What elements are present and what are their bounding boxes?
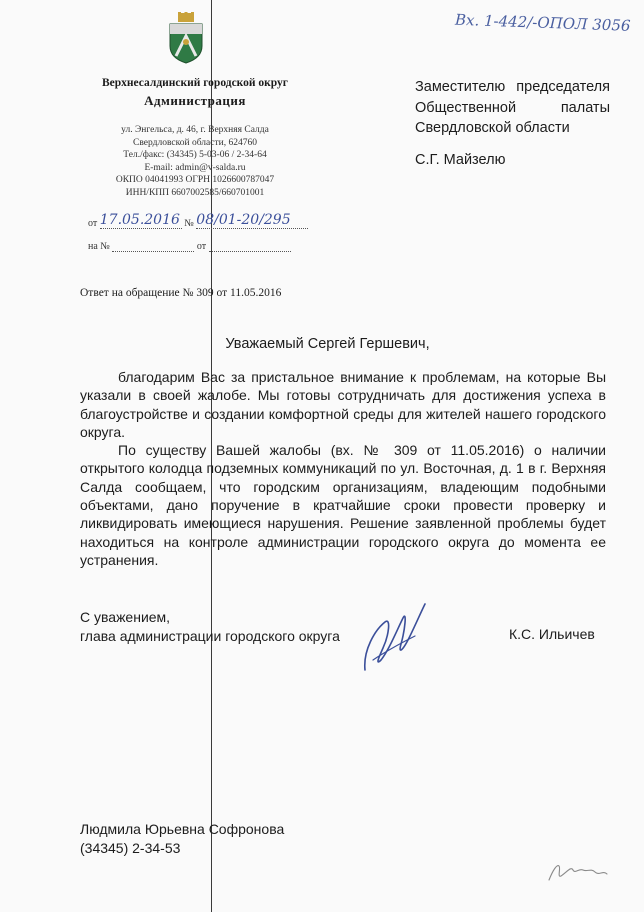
recipient-line: Свердловской области <box>415 120 570 136</box>
body-paragraph: благодарим Вас за пристальное внимание к проблемам, на которые Вы указали в своей жалобе. Мы готовы сотрудничать для достижения успеха в благоустройстве и создании комфортной среды для жителей нашего городского округа. <box>80 369 606 440</box>
handwritten-number: 08/01-20/295 <box>196 212 291 228</box>
coat-of-arms-icon <box>166 12 206 64</box>
contact-line: ИНН/КПП 6607002585/660701001 <box>125 187 265 198</box>
incoming-reference-row <box>88 240 291 252</box>
recipient-block <box>415 77 610 139</box>
letter-body <box>80 368 606 569</box>
recipient-line: Общественной <box>415 99 517 116</box>
reply-reference: Ответ на обращение № 309 от 11.05.2016 <box>80 287 282 299</box>
contact-line: Тел./факс: (34345) 5-03-06 / 2-34-64 <box>123 150 267 161</box>
handwritten-date: 17.05.2016 <box>99 212 180 228</box>
body-paragraph: По существу Вашей жалобы (вх. № 309 от 11.05.2016) о наличии открытого колодца подземных коммуникаций по ул. Восточная, д. 1 в г. Верхняя Салда сообщаем, что городским организациям, владеющим подобными объектами, дано поручение в кратчайшие сроки провести проверку и ликвидировать имеющиеся нарушения. Решение заявленной проблемы будет находиться на контроле администрации городского округа до момента ее устранения. <box>80 442 606 568</box>
ref-prefix: на № <box>88 241 110 252</box>
contact-line: Свердловской области, 624760 <box>133 137 257 148</box>
recipient-line: палаты <box>560 99 610 116</box>
from-prefix: от <box>88 218 98 229</box>
executor-phone: (34345) 2-34-53 <box>80 840 181 856</box>
outgoing-reference-row <box>88 212 308 229</box>
handwritten-initials <box>545 858 610 886</box>
recipient-line: Заместителю <box>415 79 506 95</box>
recipient-line: председателя <box>516 79 610 95</box>
number-sign: № <box>184 218 194 229</box>
executor-name: Людмила Юрьевна Софронова <box>80 821 285 837</box>
signature-block <box>80 608 340 646</box>
ref-from: от <box>196 241 207 252</box>
contact-line: ул. Энгельса, д. 46, г. Верхняя Салда <box>121 125 269 135</box>
organization-title: Администрация <box>144 93 246 108</box>
contact-line: E-mail: admin@v-salda.ru <box>144 162 246 173</box>
salutation: Уважаемый Сергей Гершевич, <box>225 336 430 352</box>
incoming-registration-stamp: Вх. 1-442/-ОПОЛ 3056 <box>454 10 631 35</box>
organization-contacts <box>80 124 310 200</box>
handwritten-signature <box>355 600 430 680</box>
closing: С уважением, <box>80 609 171 625</box>
recipient-name: С.Г. Майзелю <box>415 152 506 168</box>
executor-block <box>80 820 284 858</box>
organization-name: Верхнесалдинский городской округ <box>101 77 288 89</box>
signer-position: глава администрации городского округа <box>80 628 340 644</box>
contact-line: ОКПО 04041993 ОГРН 1026600787047 <box>115 175 275 186</box>
signer-name: К.С. Ильичев <box>509 626 595 642</box>
